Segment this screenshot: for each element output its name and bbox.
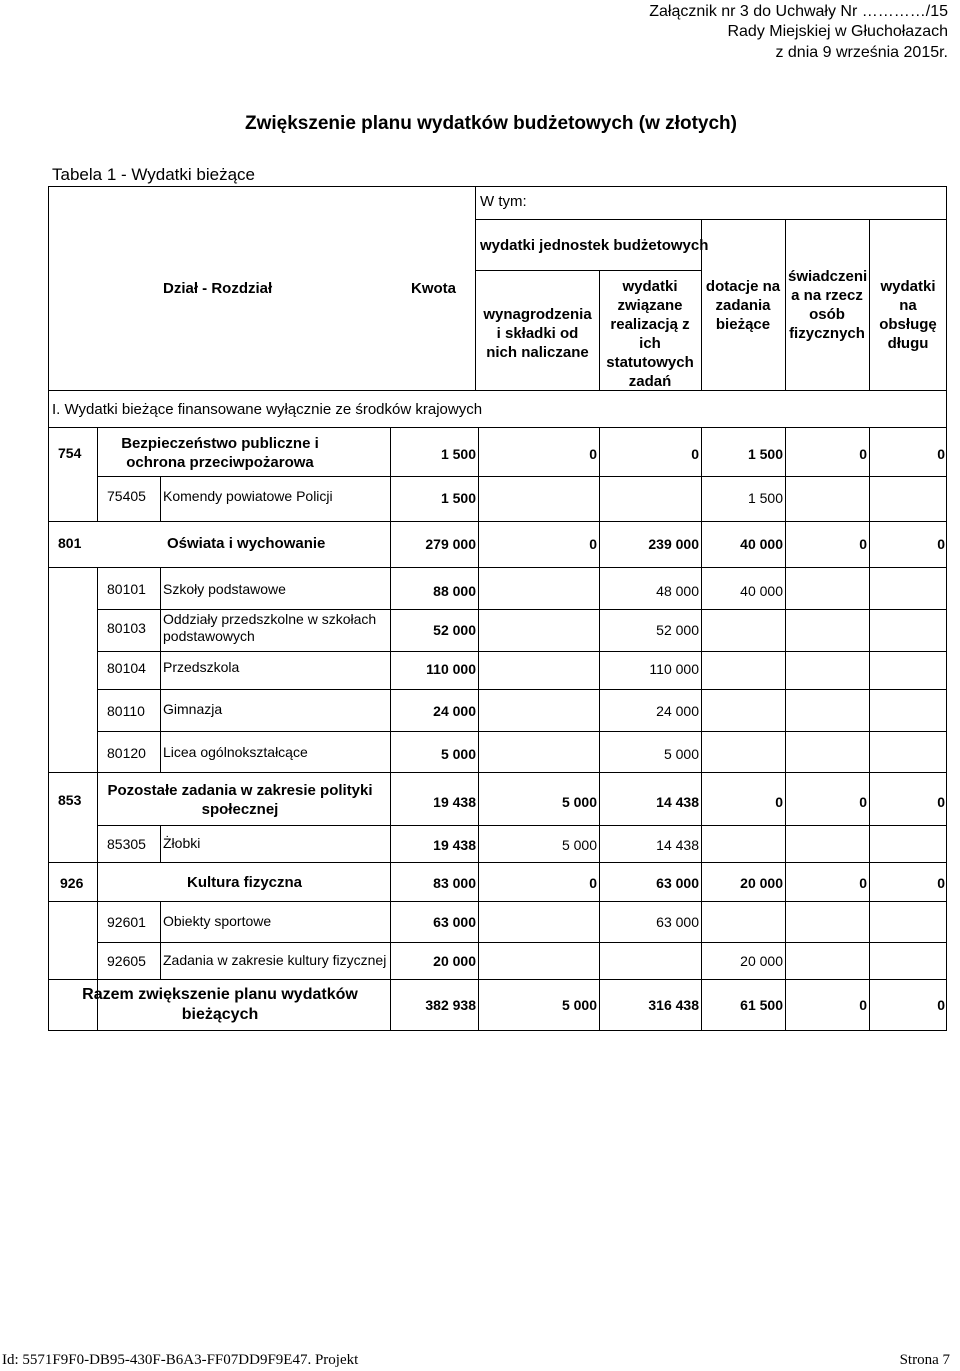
row-kwota: 19 438	[433, 837, 476, 853]
row-name: Pozostałe zadania w zakresie polityki społecznej	[107, 782, 373, 818]
col-swiadczenia: świadczeni a na rzecz osób fizycznych	[788, 268, 868, 342]
col-kwota: Kwota	[411, 280, 456, 297]
row-dotacje: 40 000	[740, 583, 783, 599]
row-code: 80103	[107, 620, 146, 636]
total-dotacje: 61 500	[740, 997, 783, 1013]
row-name: Gimnazja	[163, 701, 223, 717]
row-statutowe: 5 000	[663, 746, 699, 762]
row-statutowe: 0	[691, 446, 699, 462]
row-kwota: 110 000	[426, 661, 476, 677]
row-statutowe: 63 000	[656, 914, 699, 930]
row-code: 92601	[107, 914, 146, 930]
row-statutowe: 52 000	[656, 622, 699, 638]
total-dlug: 0	[937, 997, 945, 1013]
row-code: 92605	[107, 953, 146, 969]
row-dotacje: 20 000	[740, 953, 783, 969]
row-dotacje: 1 500	[747, 490, 783, 506]
col-dzial-rozdzial: Dział - Rozdział	[163, 280, 273, 297]
row-dotacje: 20 000	[740, 875, 783, 891]
row-wynagrodzenia: 5 000	[561, 794, 597, 810]
total-statutowe: 316 438	[648, 997, 699, 1013]
row-kwota: 5 000	[440, 746, 476, 762]
row-swiadczenia: 0	[859, 446, 867, 462]
row-kwota: 19 438	[433, 794, 476, 810]
row-statutowe: 239 000	[648, 536, 699, 552]
row-kwota: 83 000	[433, 875, 476, 891]
row-swiadczenia: 0	[859, 875, 867, 891]
row-kwota: 24 000	[433, 703, 476, 719]
row-kwota: 63 000	[433, 914, 476, 930]
row-kwota: 52 000	[433, 622, 476, 638]
row-name: Żłobki	[163, 835, 201, 851]
row-wynagrodzenia: 0	[589, 446, 597, 462]
col-wydatki-statutowe: wydatki związane realizacją z ich statutowych zadań	[606, 278, 694, 390]
row-dlug: 0	[937, 875, 945, 891]
row-name: Przedszkola	[163, 659, 240, 675]
row-code: 926	[60, 875, 84, 891]
row-name: Bezpieczeństwo publiczne i ochrona przeciwpożarowa	[121, 435, 319, 471]
row-name: Obiekty sportowe	[163, 913, 272, 929]
row-statutowe: 63 000	[656, 875, 699, 891]
row-kwota: 20 000	[433, 953, 476, 969]
table-title: Tabela 1 - Wydatki bieżące	[52, 165, 256, 184]
row-code: 80120	[107, 745, 146, 761]
row-wynagrodzenia: 0	[589, 536, 597, 552]
row-statutowe: 14 438	[656, 794, 699, 810]
row-statutowe: 14 438	[656, 837, 699, 853]
row-wynagrodzenia: 0	[589, 875, 597, 891]
row-kwota: 1 500	[440, 490, 476, 506]
attachment-line-2: Rady Miejskiej w Głuchołazach	[727, 23, 948, 40]
col-wynagrodzenia: wynagrodzenia i składki od nich naliczane	[483, 306, 592, 361]
row-statutowe: 110 000	[649, 661, 699, 677]
row-kwota: 279 000	[425, 536, 476, 552]
row-dotacje: 0	[775, 794, 783, 810]
row-code: 80104	[107, 660, 146, 676]
row-code: 853	[58, 792, 82, 808]
total-label: Razem zwiększenie planu wydatków bieżących	[82, 986, 358, 1023]
w-tym-label: W tym:	[480, 193, 527, 210]
row-name: Oświata i wychowanie	[167, 535, 326, 552]
row-statutowe: 24 000	[656, 703, 699, 719]
total-kwota: 382 938	[425, 997, 476, 1013]
row-name: Komendy powiatowe Policji	[163, 488, 333, 504]
row-name: Kultura fizyczna	[187, 874, 303, 891]
col-dotacje: dotacje na zadania bieżące	[705, 278, 781, 333]
row-dotacje: 40 000	[740, 536, 783, 552]
row-code: 754	[58, 445, 82, 461]
row-name: Licea ogólnokształcące	[163, 744, 308, 760]
row-swiadczenia: 0	[859, 794, 867, 810]
row-dlug: 0	[937, 446, 945, 462]
row-code: 801	[58, 535, 82, 551]
row-swiadczenia: 0	[859, 536, 867, 552]
row-kwota: 1 500	[440, 446, 476, 462]
row-dlug: 0	[937, 794, 945, 810]
row-dlug: 0	[937, 536, 945, 552]
row-name: Szkoły podstawowe	[163, 581, 286, 597]
row-wynagrodzenia: 5 000	[561, 837, 597, 853]
col-obsluga-dlugu: wydatki na obsługę długu	[879, 278, 937, 352]
row-name: Zadania w zakresie kultury fizycznej	[163, 952, 387, 968]
row-code: 80101	[107, 581, 146, 597]
section-label: I. Wydatki bieżące finansowane wyłącznie ze środków krajowych	[52, 401, 483, 418]
page-title: Zwiększenie planu wydatków budżetowych (w złotych)	[245, 113, 737, 134]
total-wynagrodzenia: 5 000	[561, 997, 597, 1013]
page-number: Strona 7	[899, 1352, 950, 1368]
document-id: Id: 5571F9F0-DB95-430F-B6A3-FF07DD9F9E47. Projekt	[2, 1352, 359, 1368]
row-code: 85305	[107, 836, 146, 852]
row-code: 75405	[107, 488, 146, 504]
row-name: Oddziały przedszkolne w szkołach podstawowych	[163, 611, 377, 644]
col-wydatki-jednostek: wydatki jednostek budżetowych	[480, 237, 709, 254]
row-dotacje: 1 500	[747, 446, 783, 462]
row-kwota: 88 000	[433, 583, 476, 599]
total-swiadczenia: 0	[859, 997, 867, 1013]
attachment-line-3: z dnia 9 września 2015r.	[775, 44, 948, 61]
attachment-line-1: Załącznik nr 3 do Uchwały Nr …………/15	[649, 3, 948, 20]
row-code: 80110	[107, 703, 145, 719]
row-statutowe: 48 000	[656, 583, 699, 599]
